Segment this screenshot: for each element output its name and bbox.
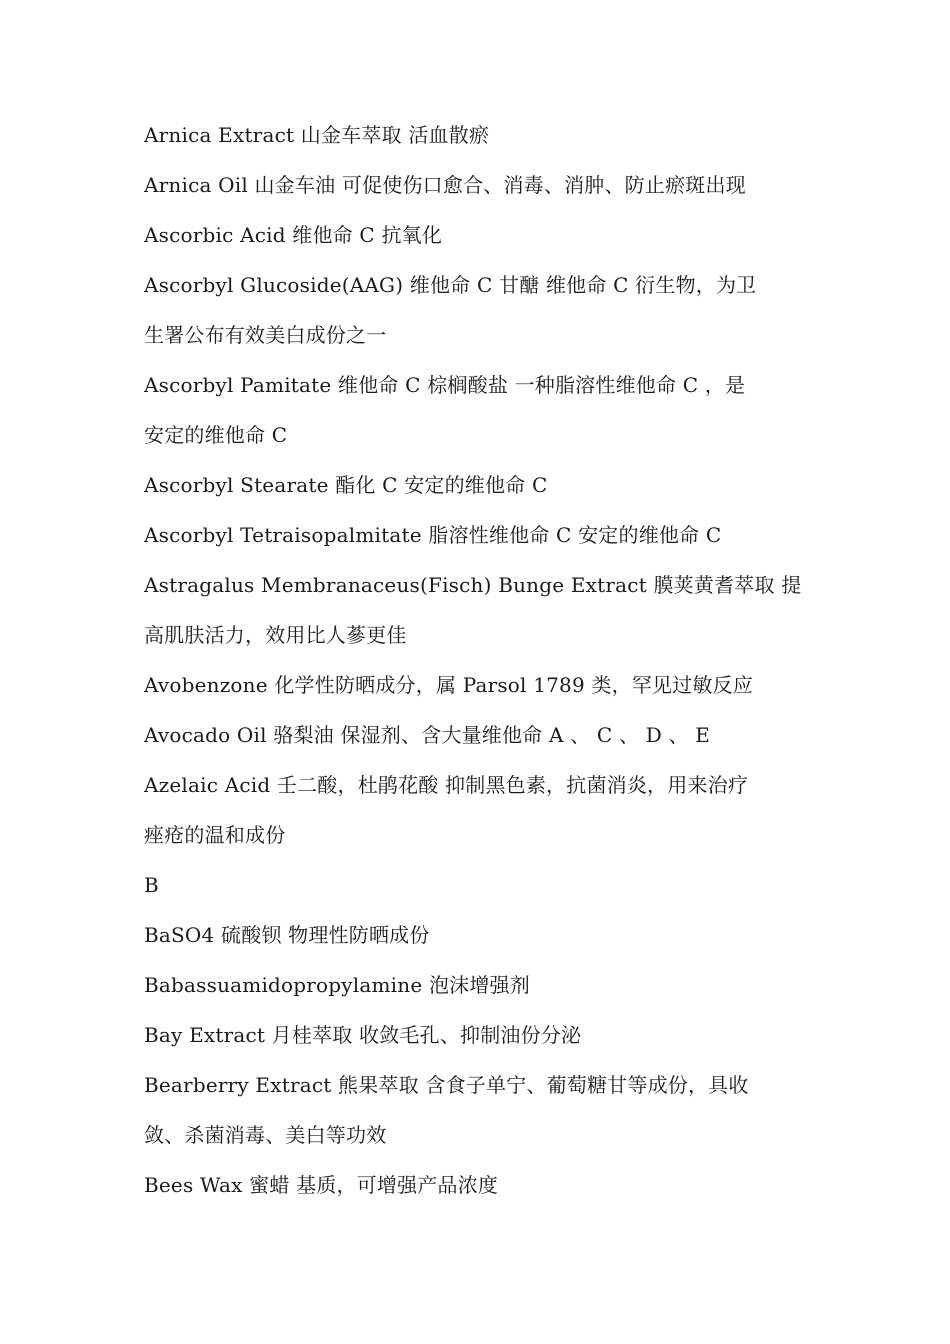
text-line: Ascorbyl Stearate 酯化 C 安定的维他命 C: [144, 473, 548, 497]
text-line: Ascorbyl Tetraisopalmitate 脂溶性维他命 C 安定的维他命 C: [144, 523, 722, 547]
text-line: Ascorbyl Glucoside(AAG) 维他命 C 甘醣 维他命 C 衍生物，为卫: [144, 273, 757, 297]
text-line: Arnica Oil 山金车油 可促使伤口愈合、消毒、消肿、防止瘀斑出现: [144, 173, 746, 197]
text-line: 生署公布有效美白成份之一: [144, 323, 387, 347]
text-line: 敛、杀菌消毒、美白等功效: [144, 1123, 387, 1147]
text-line: Avocado Oil 骆梨油 保湿剂、含大量维他命 A 、 C 、 D 、 E: [144, 723, 711, 747]
text-line: Ascorbic Acid 维他命 C 抗氧化: [144, 223, 443, 247]
document-body: [144, 110, 824, 1210]
text-line: Ascorbyl Pamitate 维他命 C 棕榈酸盐 一种脂溶性维他命 C ，是: [144, 373, 746, 397]
text-line: Babassuamidopropylamine 泡沫增强剂: [144, 973, 530, 997]
text-line: Bees Wax 蜜蜡 基质，可增强产品浓度: [144, 1173, 499, 1197]
text-line: Astragalus Membranaceus(Fisch) Bunge Extract 膜荚黄耆萃取 提: [144, 573, 802, 597]
text-line: Bearberry Extract 熊果萃取 含食子单宁、葡萄糖甘等成份，具收: [144, 1073, 749, 1097]
section-heading-b: B: [144, 873, 159, 897]
text-line: Azelaic Acid 壬二酸，杜鹃花酸 抑制黑色素，抗菌消炎，用来治疗: [144, 773, 749, 797]
text-line: 安定的维他命 C: [144, 423, 288, 447]
text-line: BaSO4 硫酸钡 物理性防晒成份: [144, 923, 430, 947]
text-line: Bay Extract 月桂萃取 收敛毛孔、抑制油份分泌: [144, 1023, 582, 1047]
text-line: Arnica Extract 山金车萃取 活血散瘀: [144, 123, 490, 147]
text-line: Avobenzone 化学性防晒成分，属 Parsol 1789 类，罕见过敏反应: [144, 673, 754, 697]
text-line: 痤疮的温和成份: [144, 823, 286, 847]
text-line: 高肌肤活力，效用比人蔘更佳: [144, 623, 407, 647]
